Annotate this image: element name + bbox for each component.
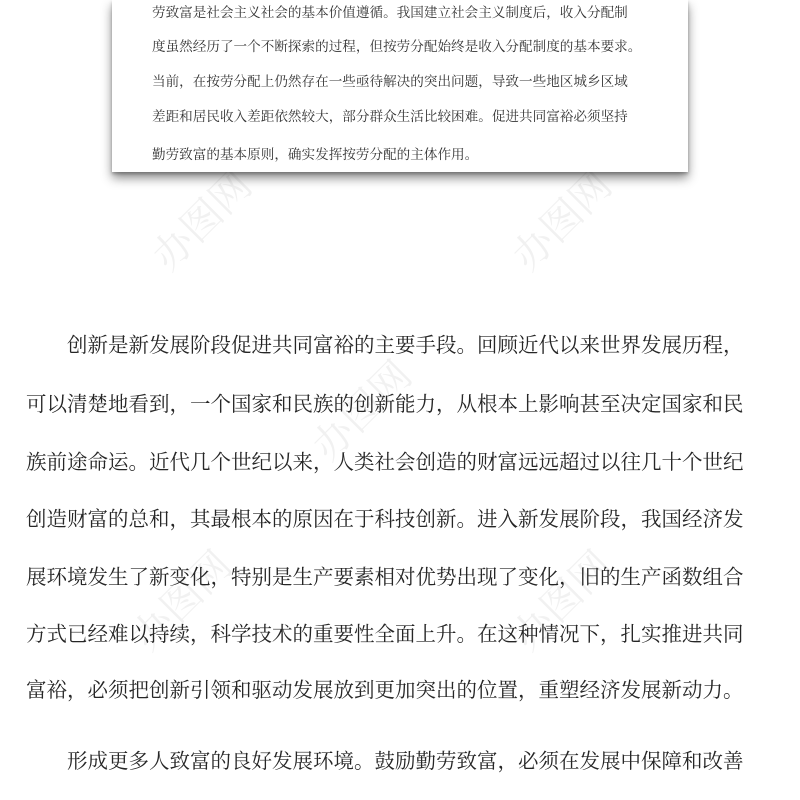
watermark: 办图网 (503, 162, 622, 280)
excerpt-line: 差距和居民收入差距依然较大，部分群众生活比较困难。促进共同富裕必须坚持 (152, 109, 628, 125)
watermark: 办图网 (123, 542, 242, 660)
body-line: 富裕，必须把创新引领和驱动发展放到更加突出的位置，重塑经济发展新动力。 (26, 678, 744, 702)
excerpt-line: 度虽然经历了一个不断探索的过程，但按劳分配始终是收入分配制度的基本要求。 (152, 39, 642, 55)
watermark: 办图网 (143, 162, 262, 280)
body-line: 可以清楚地看到，一个国家和民族的创新能力，从根本上影响甚至决定国家和民 (26, 392, 744, 416)
body-line: 展环境发生了新变化，特别是生产要素相对优势出现了变化，旧的生产函数组合 (26, 565, 744, 589)
body-line: 创新是新发展阶段促进共同富裕的主要手段。回顾近代以来世界发展历程， (26, 333, 744, 357)
body-line: 形成更多人致富的良好发展环境。鼓励勤劳致富，必须在发展中保障和改善 (26, 749, 744, 773)
body-line: 创造财富的总和，其最根本的原因在于科技创新。进入新发展阶段，我国经济发 (26, 507, 744, 531)
excerpt-line: 劳致富是社会主义社会的基本价值遵循。我国建立社会主义制度后，收入分配制 (152, 5, 628, 21)
excerpt-line: 当前，在按劳分配上仍然存在一些亟待解决的突出问题，导致一些地区城乡区域 (152, 74, 628, 90)
watermark: 办图网 (503, 542, 622, 660)
watermark: 办图网 (303, 352, 422, 470)
excerpt-line: 勤劳致富的基本原则，确实发挥按劳分配的主体作用。 (152, 147, 479, 163)
body-line: 族前途命运。近代几个世纪以来，人类社会创造的财富远远超过以往几十个世纪 (26, 450, 744, 474)
body-line: 方式已经难以持续，科学技术的重要性全面上升。在这种情况下，扎实推进共同 (26, 622, 744, 646)
